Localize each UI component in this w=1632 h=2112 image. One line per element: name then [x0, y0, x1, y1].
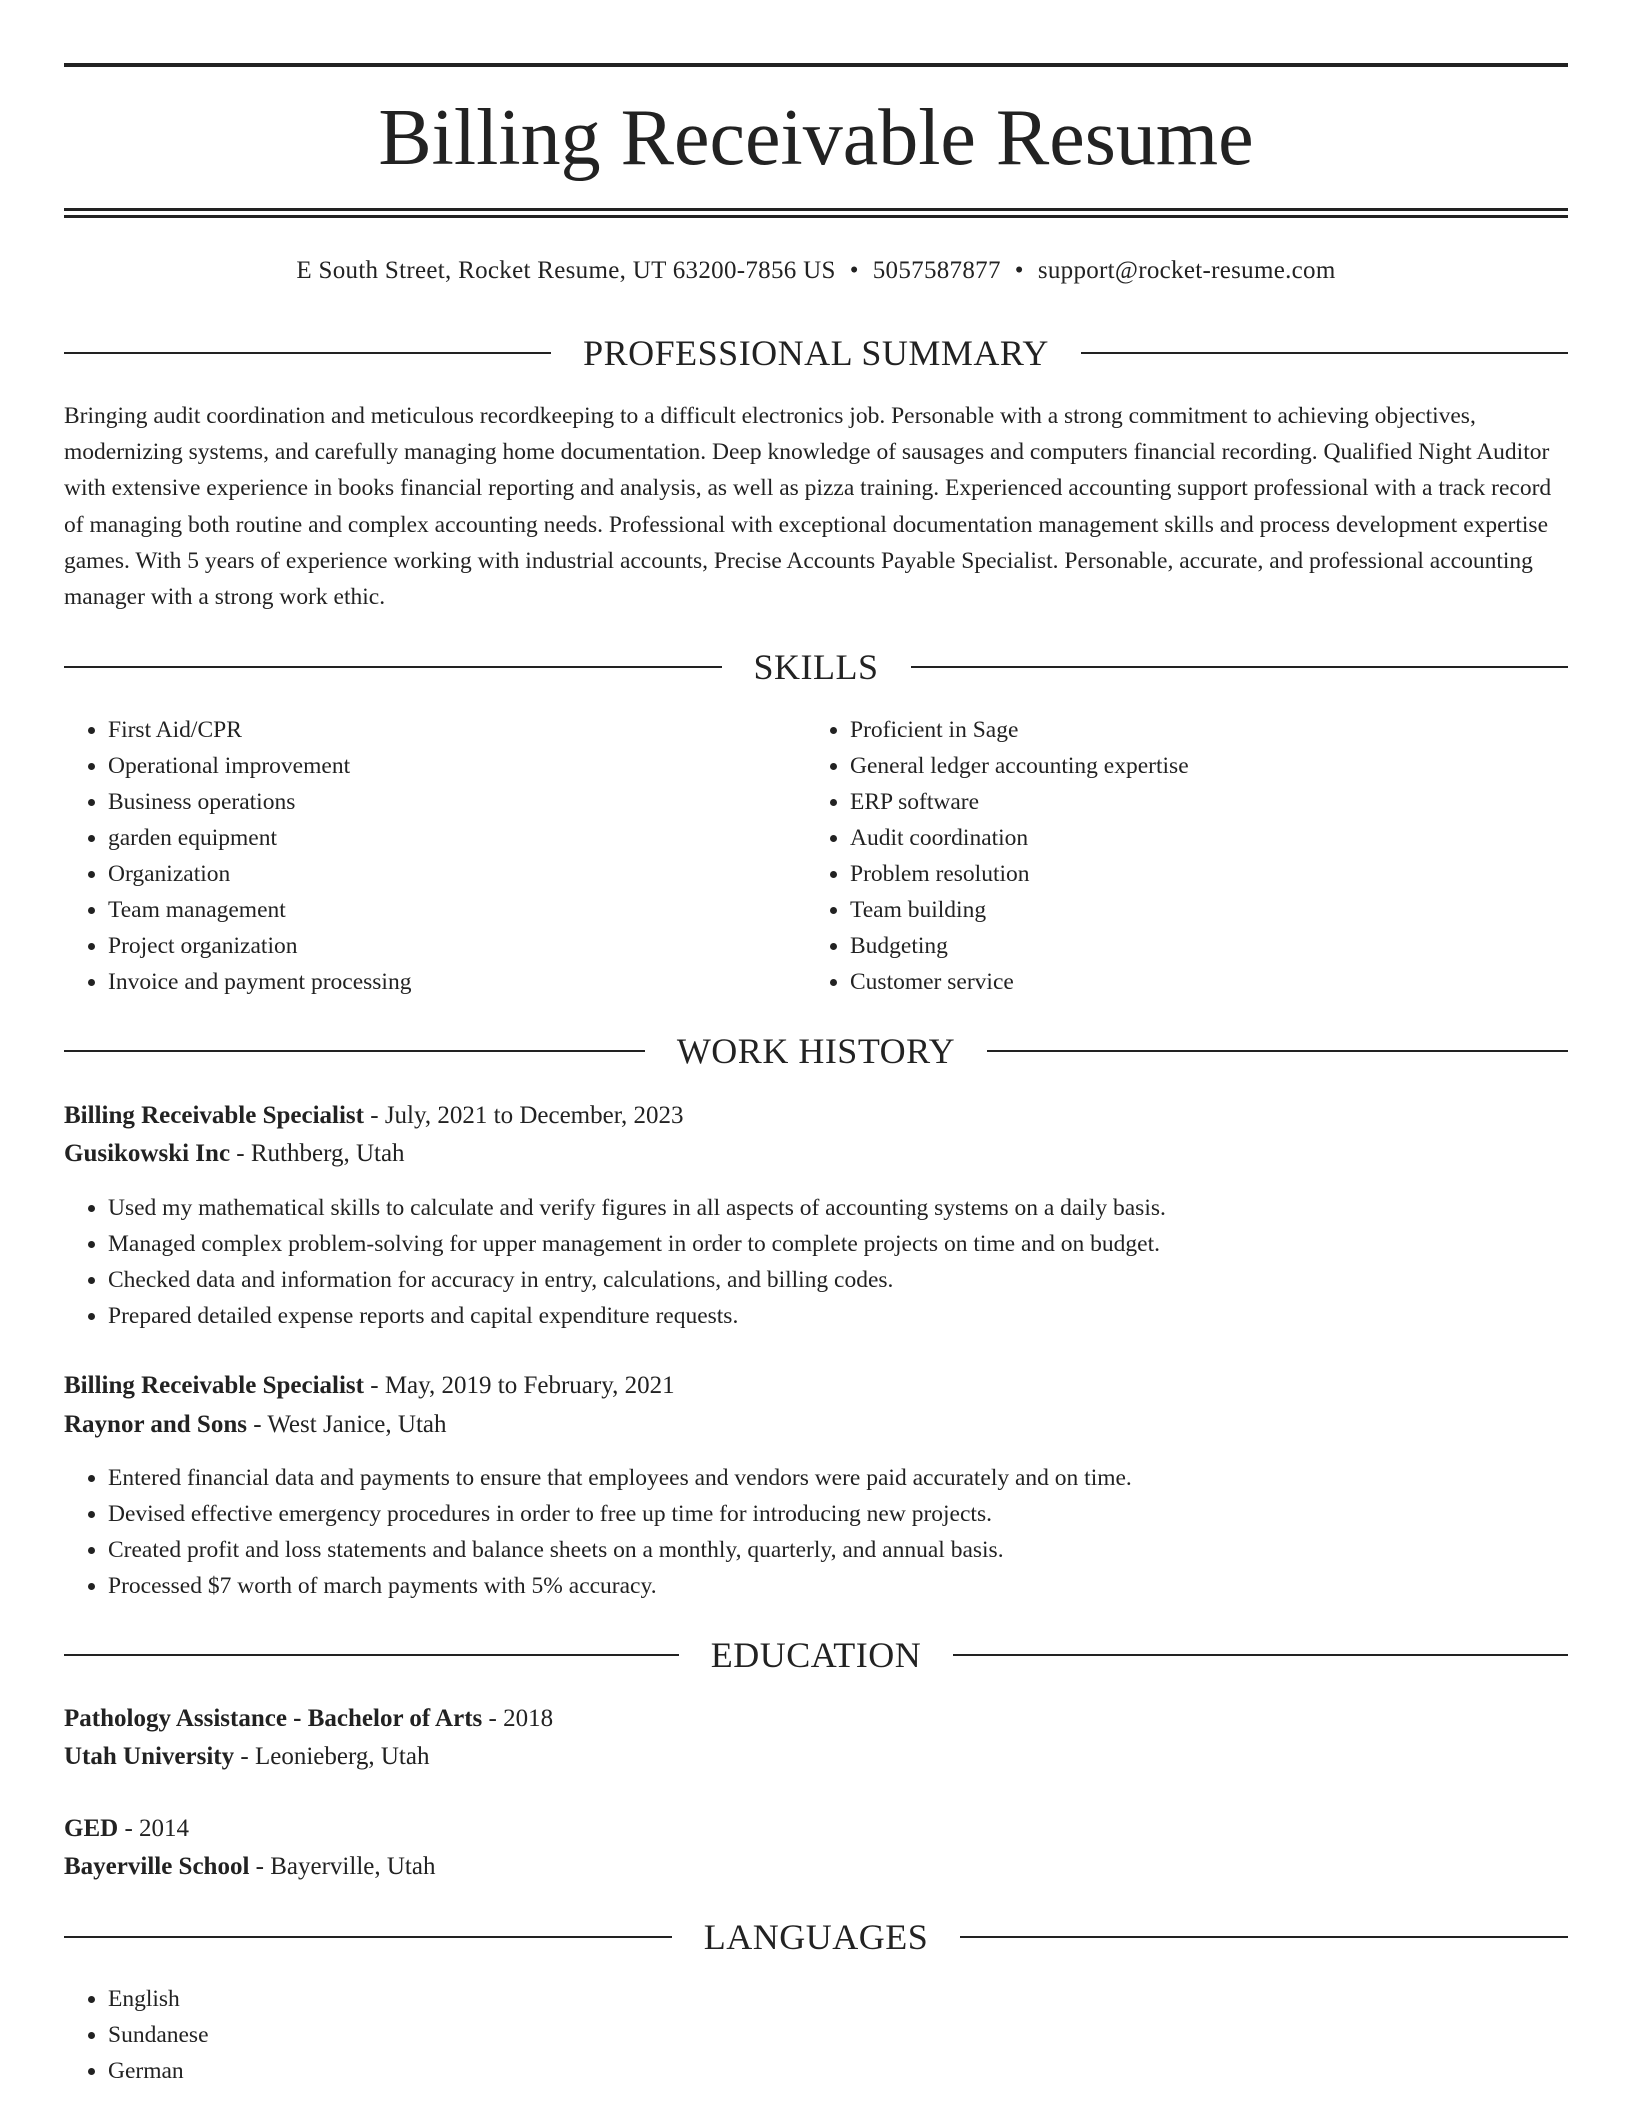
section-heading-work	[64, 1027, 1568, 1075]
job-dates: - July, 2021 to December, 2023	[364, 1102, 684, 1129]
skill-item: • Proficient in Sage	[850, 712, 1506, 748]
job-bullet: • Managed complex problem-solving for upper management in order to complete projects on time and on budget.	[108, 1226, 1568, 1262]
contact-phone: 5057587877	[872, 257, 1001, 284]
section-heading-education	[64, 1631, 1568, 1679]
skill-item: • garden equipment	[108, 820, 764, 856]
skill-item: • Invoice and payment processing	[108, 964, 764, 1000]
contact-separator: •	[849, 257, 859, 284]
heading-rule	[64, 352, 551, 354]
skills-left-column	[64, 712, 764, 1000]
job-title: Billing Receivable Specialist	[64, 1102, 364, 1129]
skills-heading: SKILLS	[753, 647, 879, 687]
skill-item: • Budgeting	[850, 928, 1506, 964]
heading-rule	[960, 1936, 1568, 1938]
skill-item: • Organization	[108, 856, 764, 892]
skill-item: • Project organization	[108, 928, 764, 964]
job-company: Gusikowski Inc	[64, 1140, 231, 1167]
header-bottom-rule	[64, 208, 1568, 211]
job-company-line	[64, 1406, 1568, 1444]
job-bullet: • Devised effective emergency procedures in order to free up time for introducing new projects.	[108, 1496, 1568, 1532]
heading-rule	[64, 1050, 645, 1052]
summary-text: Bringing audit coordination and meticulous recordkeeping to a difficult electronics job. Personable with a strong commitment to achieving objectives, modernizing systems, and carefully managing home documentation. Deep knowledge of sausages and computers financial recording. Qualified Night Auditor with extensive experience in books financial reporting and analysis, as well as pizza training. Experienced accounting support professional with a track record of managing both routine and complex accounting needs. Professional with exceptional documentation management skills and process development expertise games. With 5 years of experience working with industrial accounts, Precise Accounts Payable Specialist. Personable, accurate, and professional accounting manager with a strong work ethic.	[64, 403, 1552, 611]
language-item: • English	[108, 1981, 1568, 2017]
job-company-line	[64, 1135, 1568, 1173]
job-bullet: • Prepared detailed expense reports and capital expenditure requests.	[108, 1298, 1568, 1334]
heading-rule	[64, 1936, 672, 1938]
education-degree-line	[64, 1700, 1568, 1738]
job-bullets	[64, 1460, 1568, 1604]
language-item: • Sundanese	[108, 2017, 1568, 2053]
education-year: - 2014	[118, 1815, 190, 1842]
header-top-rule	[64, 63, 1568, 67]
skill-item: • Operational improvement	[108, 748, 764, 784]
work-heading: WORK HISTORY	[676, 1031, 956, 1071]
skill-item: • Customer service	[850, 964, 1506, 1000]
contact-separator: •	[1014, 257, 1024, 284]
section-heading-summary	[64, 329, 1568, 377]
skill-item: • Audit coordination	[850, 820, 1506, 856]
job-bullet: • Created profit and loss statements and balance sheets on a monthly, quarterly, and annual basis.	[108, 1532, 1568, 1568]
section-heading-skills	[64, 643, 1568, 691]
education-school-line	[64, 1738, 1568, 1776]
job-location: - Ruthberg, Utah	[230, 1140, 405, 1167]
languages-heading: LANGUAGES	[703, 1917, 929, 1957]
job-bullet: • Checked data and information for accuracy in entry, calculations, and billing codes.	[108, 1262, 1568, 1298]
job-dates: - May, 2019 to February, 2021	[364, 1372, 675, 1399]
job-title: Billing Receivable Specialist	[64, 1372, 364, 1399]
skill-item: • First Aid/CPR	[108, 712, 764, 748]
contact-email: support@rocket-resume.com	[1037, 257, 1336, 284]
skills-right-column	[806, 712, 1506, 1000]
heading-rule	[64, 1654, 679, 1656]
education-degree-line	[64, 1810, 1568, 1848]
contact-line	[64, 253, 1568, 289]
job-bullet: • Entered financial data and payments to ensure that employees and vendors were paid accurately and on time.	[108, 1460, 1568, 1496]
header-bottom-rule-2	[64, 215, 1568, 218]
heading-rule	[64, 666, 722, 668]
job-bullet: • Processed $7 worth of march payments with 5% accuracy.	[108, 1568, 1568, 1604]
skill-item: • Business operations	[108, 784, 764, 820]
education-location: - Leonieberg, Utah	[234, 1743, 430, 1770]
resume-title: Billing Receivable Resume	[378, 94, 1254, 182]
summary-heading: PROFESSIONAL SUMMARY	[583, 333, 1049, 373]
skill-item: • Team management	[108, 892, 764, 928]
education-degree: GED	[64, 1815, 119, 1842]
job-bullet: • Used my mathematical skills to calculate and verify figures in all aspects of accounting systems on a daily basis.	[108, 1190, 1568, 1226]
language-item: • German	[108, 2053, 1568, 2089]
education-year: - 2018	[482, 1705, 554, 1732]
skill-item: • ERP software	[850, 784, 1506, 820]
skill-item: • Team building	[850, 892, 1506, 928]
skill-item: • General ledger accounting expertise	[850, 748, 1506, 784]
education-location: - Bayerville, Utah	[249, 1853, 436, 1880]
education-heading: EDUCATION	[710, 1635, 922, 1675]
skill-item: • Problem resolution	[850, 856, 1506, 892]
section-heading-languages	[64, 1913, 1568, 1961]
job-title-line	[64, 1367, 1568, 1405]
education-school: Utah University	[64, 1743, 235, 1770]
job-bullets	[64, 1190, 1568, 1334]
heading-rule	[953, 1654, 1568, 1656]
heading-rule	[1081, 352, 1568, 354]
languages-list	[64, 1981, 1568, 2089]
education-school: Bayerville School	[64, 1853, 250, 1880]
job-title-line	[64, 1097, 1568, 1135]
heading-rule	[911, 666, 1569, 668]
heading-rule	[987, 1050, 1568, 1052]
education-degree: Pathology Assistance - Bachelor of Arts	[64, 1705, 483, 1732]
contact-address: E South Street, Rocket Resume, UT 63200-7856 US	[296, 257, 836, 284]
job-location: - West Janice, Utah	[246, 1411, 447, 1438]
education-school-line	[64, 1848, 1568, 1886]
job-company: Raynor and Sons	[64, 1411, 247, 1438]
